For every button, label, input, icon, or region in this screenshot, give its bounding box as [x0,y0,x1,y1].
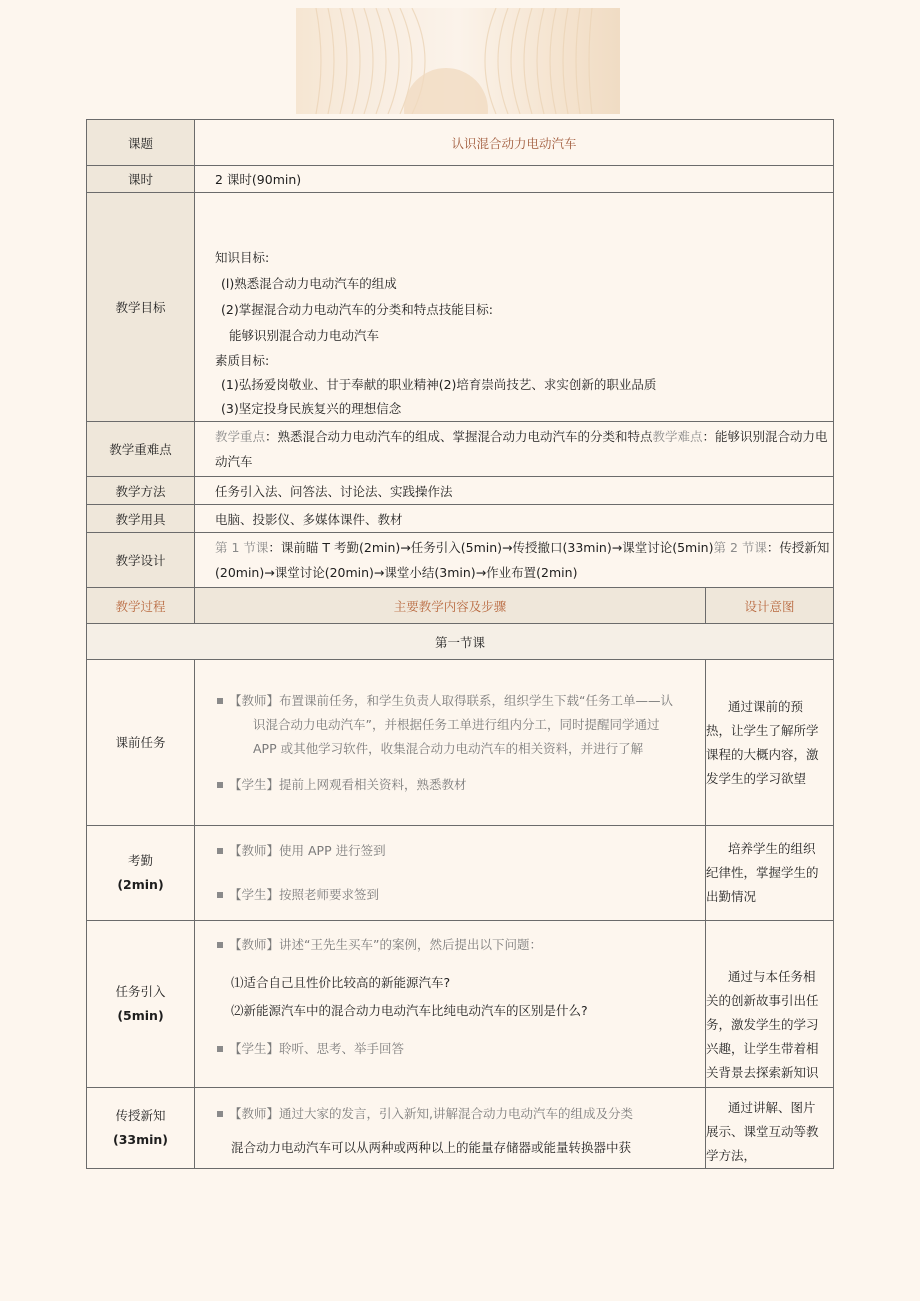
design-cell [195,533,834,588]
teacher-text: 讲述“王先生买车”的案例，然后提出以下问题： [279,937,542,952]
objectives-cell [195,193,834,422]
step-name-cell [87,921,195,1088]
section-title: 第一节课 [87,624,834,660]
intent-line: 兴趣，让学生带着相 [706,1041,819,1056]
objective-line: (3)坚定投身民族复兴的理想信念 [221,401,402,416]
objective-line: (1)弘扬爱岗敬业、甘于奉献的职业精神(2)培育崇尚技艺、求实创新的职业品质 [221,377,657,392]
first-lesson-text: ：课前瞄 T 考勤(2min)→任务引入(5min)→传授撤口(33min)→课堂讨论(5min) [268,540,714,555]
lesson-title: 认识混合动力电动汽车 [195,120,834,166]
question-line: ⑵新能源汽车中的混合动力电动汽车比纯电动汽车的区别是什么? [231,1003,588,1018]
teacher-text-continued: 识混合动力电动汽车”，并根据任务工单进行组内分工，同时提醒同学通过 [253,716,660,732]
step-name: 考勤 [127,853,153,868]
step-name: 任务引入 [115,984,166,999]
hours-value: 2 课时(90min) [195,166,834,193]
objective-line: 能够识别混合动力电动汽车 [229,328,380,343]
difficulty-text: ：能够识别混合动力电动汽车 [215,429,828,469]
step-name-cell [87,1088,195,1169]
intent-line: 纪律性，掌握学生的 [706,865,819,880]
intent-line: 关背景去探索新知识 [706,1065,819,1080]
intent-line: 通过与本任务相 [728,969,816,984]
difficulty-label: 教学难点 [652,429,703,444]
step-duration: (2min) [117,877,164,892]
step-name-cell [87,660,195,826]
design-label: 教学设计 [87,533,195,588]
tools-value: 电脑、投影仪、多媒体课件、教材 [195,505,834,533]
keypoints-cell [195,422,834,477]
design-intent-cell [706,1088,834,1169]
teacher-tag: 【教师】 [229,692,280,708]
objective-line: 知识目标: [215,250,270,265]
teacher-text: 使用 APP 进行签到 [279,843,386,858]
student-activity [217,773,701,797]
key-point-label: 教学重点 [215,429,266,444]
teacher-text-continued: APP 或其他学习软件，收集混合动力电动汽车的相关资料，并进行了解 [253,740,644,756]
teacher-tag: 【教师】 [229,1106,280,1121]
student-text: 提前上网观看相关资料，熟悉教材 [279,776,467,792]
key-point-text: ：熟悉混合动力电动汽车的组成、掌握混合动力电动汽车的分类和特点 [265,429,653,444]
intent-line: 培养学生的组织 [728,841,816,856]
intent-line: 学方法， [706,1148,757,1163]
header-banner-image [296,8,620,114]
methods-label: 教学方法 [87,477,195,505]
body-text: 混合动力电动汽车可以从两种或两种以上的能量存储器或能量转换器中获 [231,1140,632,1155]
teacher-tag: 【教师】 [229,937,280,952]
step-content-cell [195,660,706,826]
question-line: ⑴适合自己且性价比较高的新能源汽车? [231,975,451,990]
design-intent-cell [706,660,834,826]
first-lesson-label: 第 1 节课 [215,540,269,555]
topic-label: 课题 [87,120,195,166]
student-tag: 【学生】 [229,887,280,902]
intent-line: 热，让学生了解所学 [706,722,819,738]
student-tag: 【学生】 [229,776,280,792]
teacher-activity [217,839,701,863]
teacher-tag: 【教师】 [229,843,280,858]
teacher-activity [217,1102,701,1126]
student-tag: 【学生】 [229,1041,280,1056]
step-content-cell [195,826,706,921]
intent-line: 出勤情况 [706,889,757,904]
step-name-cell [87,826,195,921]
decorative-wave-lines [296,8,620,114]
design-intent-cell [706,921,834,1088]
intent-line: 务，激发学生的学习 [706,1017,819,1032]
keypoints-label: 教学重难点 [87,422,195,477]
student-text: 按照老师要求签到 [279,887,380,902]
hours-label: 课时 [87,166,195,193]
objective-line: (l)熟悉混合动力电动汽车的组成 [221,276,397,291]
step-name: 课前任务 [115,734,166,750]
step-name: 传授新知 [115,1108,166,1123]
design-intent-cell [706,826,834,921]
tools-label: 教学用具 [87,505,195,533]
student-activity [217,1037,701,1061]
intent-line: 发学生的学习欲望 [706,770,807,786]
intent-column-header: 设计意图 [706,588,834,624]
content-column-header: 主要教学内容及步骤 [195,588,706,624]
intent-line: 关的创新故事引出任 [706,993,819,1008]
step-duration: (33min) [112,1132,169,1147]
intent-line: 通过课前的预 [728,698,804,714]
student-text: 聆听、思考、举手回答 [279,1041,405,1056]
lesson-plan-table [86,119,834,1169]
objective-line: 素质目标: [215,353,270,368]
teacher-text: 通过大家的发言，引入新知,讲解混合动力电动汽车的组成及分类 [279,1106,633,1121]
teacher-text: 布置课前任务，和学生负责人取得联系，组织学生下载“任务工单——认 [279,692,673,708]
student-activity [217,883,701,907]
second-lesson-text: ：传授新知(20min)→课堂讨论(20min)→课堂小结(3min)→作业布置(2min) [215,540,830,580]
step-duration: (5min) [117,1008,164,1023]
objective-line: (2)掌握混合动力电动汽车的分类和特点技能目标: [221,302,493,317]
methods-value: 任务引入法、问答法、讨论法、实践操作法 [195,477,834,505]
second-lesson-label: 第 2 节课 [713,540,767,555]
objectives-label: 教学目标 [87,193,195,422]
intent-line: 展示、课堂互动等教 [706,1124,819,1139]
process-column-header: 教学过程 [87,588,195,624]
teacher-activity [217,933,701,957]
intent-line: 通过讲解、图片 [728,1100,816,1115]
step-content-cell [195,921,706,1088]
teacher-activity [217,689,701,761]
intent-line: 课程的大概内容，激 [706,746,819,762]
step-content-cell [195,1088,706,1169]
